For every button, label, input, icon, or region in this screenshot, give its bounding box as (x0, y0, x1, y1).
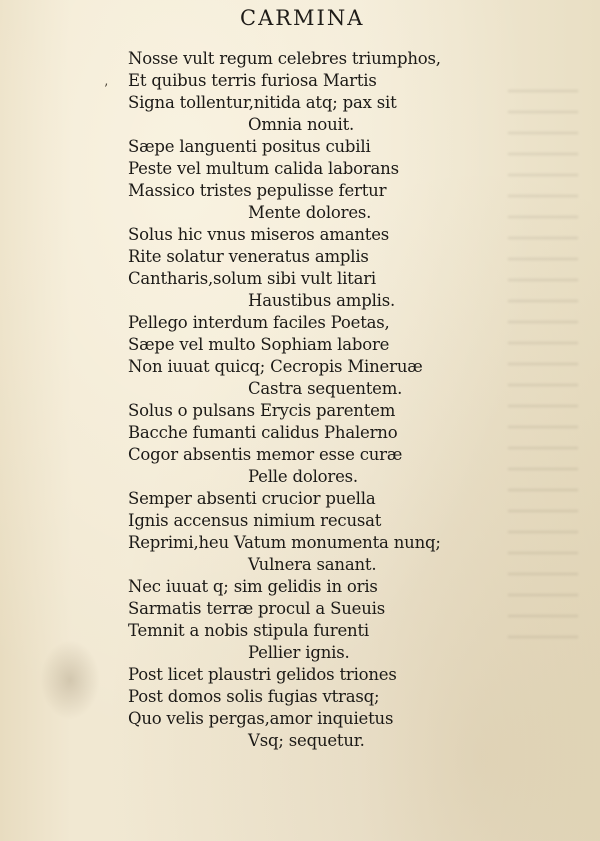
poem-refrain-line: Omnia nouit. (248, 115, 355, 134)
poem-refrain-line: Pellier ignis. (248, 643, 350, 662)
running-title: CARMINA (240, 6, 365, 30)
poem-refrain-line: Mente dolores. (248, 203, 372, 222)
poem-line: Post domos solis fugias vtrasq; (128, 687, 380, 706)
poem-line: Et quibus terris furiosa Martis (128, 71, 377, 90)
poem-line: Temnit a nobis stipula furenti (128, 621, 369, 640)
poem-refrain-line: Vsq; sequetur. (248, 731, 365, 750)
poem-line: Semper absenti crucior puella (128, 489, 376, 508)
poem-line: Cogor absentis memor esse curæ (128, 445, 403, 464)
margin-mark: ’ (104, 82, 109, 97)
poem-text-block (128, 48, 568, 752)
poem-refrain-line: Pelle dolores. (248, 467, 358, 486)
poem-line: Massico tristes pepulisse fertur (128, 181, 387, 200)
poem-line: Post licet plaustri gelidos triones (128, 665, 397, 684)
poem-line: Sarmatis terræ procul a Sueuis (128, 599, 385, 618)
poem-line: Solus o pulsans Erycis parentem (128, 401, 396, 420)
poem-refrain-line: Haustibus amplis. (248, 291, 396, 310)
poem-line: Bacche fumanti calidus Phalerno (128, 423, 398, 442)
poem-line: Sæpe vel multo Sophiam labore (128, 335, 390, 354)
poem-line: Signa tollentur,nitida atq; pax sit (128, 93, 397, 112)
poem-line: Nec iuuat q; sim gelidis in oris (128, 577, 378, 596)
poem-line: Reprimi,heu Vatum monumenta nunq; (128, 533, 441, 552)
poem-line: Cantharis,solum sibi vult litari (128, 269, 376, 288)
poem-line: Solus hic vnus miseros amantes (128, 225, 390, 244)
poem-line: Rite solatur veneratus amplis (128, 247, 369, 266)
poem-line: Non iuuat quicq; Cecropis Mineruæ (128, 357, 423, 376)
poem-line: Nosse vult regum celebres triumphos, (128, 49, 441, 68)
poem-line: Ignis accensus nimium recusat (128, 511, 382, 530)
paper-stain (40, 640, 100, 720)
poem-line: Quo velis pergas,amor inquietus (128, 709, 394, 728)
poem-line: Peste vel multum calida laborans (128, 159, 399, 178)
poem-refrain-line: Castra sequentem. (248, 379, 403, 398)
poem-refrain-line: Vulnera sanant. (248, 555, 377, 574)
poem-line: Sæpe languenti positus cubili (128, 137, 371, 156)
poem-line: Pellego interdum faciles Poetas, (128, 313, 390, 332)
